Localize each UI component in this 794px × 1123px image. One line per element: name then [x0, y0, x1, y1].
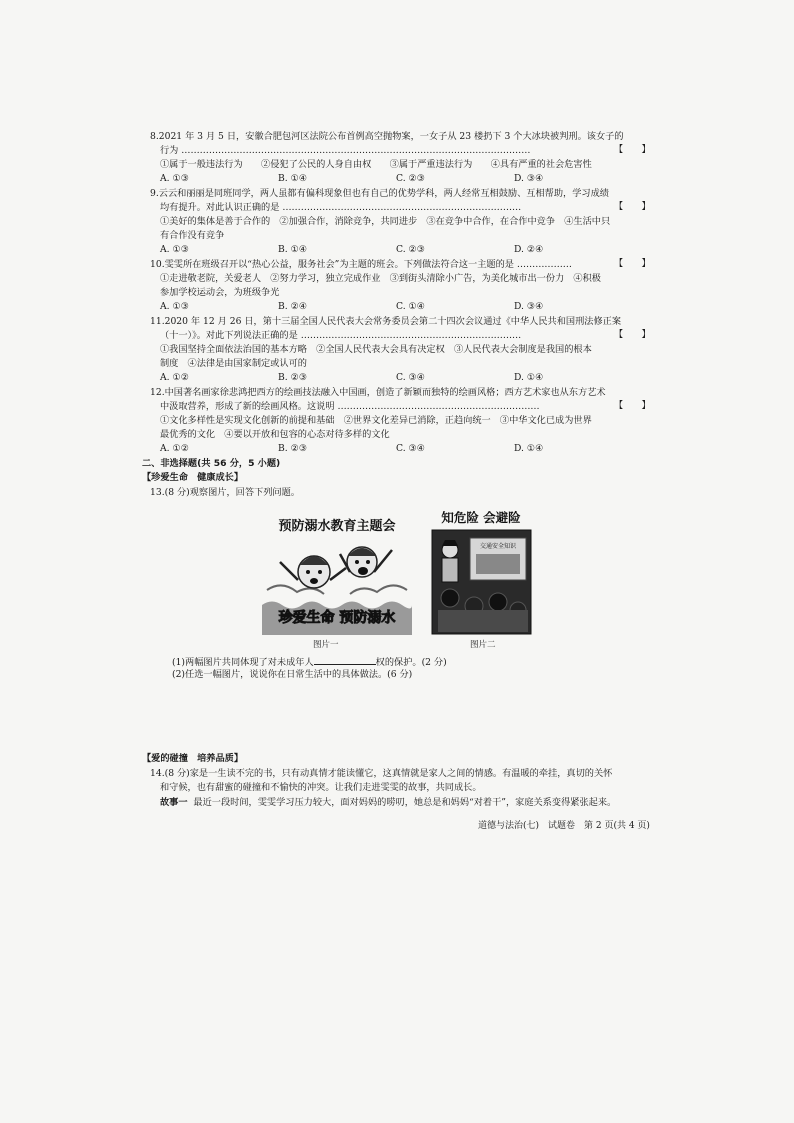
q11-answer-bracket: 【 】 [614, 329, 651, 340]
q9-option-a: A. ①③ [160, 244, 189, 255]
student-3 [489, 593, 507, 611]
story1 [160, 797, 616, 809]
figure1-title: 预防溺水教育主题会 [278, 519, 396, 534]
q8-option-b: B. ①④ [278, 173, 308, 184]
figure2-caption: 图片二 [470, 640, 496, 650]
q12-option-d: D. ①④ [514, 443, 544, 454]
student-1 [441, 589, 459, 607]
q12-options-line1: ①文化多样性是实现文化创新的前提和基础 ②世界文化差异已消除，正趋向统一 ③中华文化已成为世界 [160, 415, 592, 426]
q13-sub1 [172, 655, 447, 669]
section2-title: 二、非选择题(共 56 分，5 小题) [142, 458, 281, 469]
q11-option-b: B. ②③ [278, 372, 308, 383]
q11-stem-line1: 11.2020 年 12 月 26 日，第十三届全国人民代表大会常务委员会第二十四次会议通过《中华人民共和国刑法修正案 [150, 316, 622, 327]
q10-option-a: A. ①③ [160, 301, 189, 312]
q8-options: ①属于一般违法行为 ②侵犯了公民的人身自由权 ③属于严重违法行为 ④具有严重的社会危害性 [160, 159, 592, 170]
figure1-drowning-prevention [262, 510, 412, 635]
page-footer: 道德与法治(七) 试题卷 第 2 页(共 4 页) [478, 821, 650, 831]
figure1-slogan: 珍爱生命 预防溺水 [278, 610, 396, 626]
q10-option-d: D. ③④ [514, 301, 544, 312]
q11-option-a: A. ①② [160, 372, 189, 383]
q8-answer-bracket: 【 】 [614, 144, 651, 155]
q12-options-line2: 最优秀的文化 ④要以开放和包容的心态对待多样的文化 [160, 429, 390, 440]
q12-stem-line2: 中汲取营养，形成了新的绘画风格。这说明 ………………………………………………………… [160, 401, 540, 412]
q12-option-c: C. ③④ [396, 443, 426, 454]
q8-stem-line1: 8.2021 年 3 月 5 日，安徽合肥包河区法院公布首例高空抛物案，一女子从 23 楼扔下 3 个大冰块被判刑。该女子的 [150, 131, 624, 142]
q9-answer-bracket: 【 】 [614, 201, 651, 212]
q9-option-d: D. ②④ [514, 244, 544, 255]
q9-stem-line1: 9.云云和丽丽是同班同学，两人虽都有偏科现象但也有自己的优势学科，两人经常互相鼓励、互相帮助，学习成绩 [150, 188, 609, 199]
q13-sub2: (2)任选一幅图片，说说你在日常生活中的具体做法。(6 分) [172, 669, 413, 680]
q11-options-line1: ①我国坚持全面依法治国的基本方略 ②全国人民代表大会具有决定权 ③人民代表大会制度是我国的根本 [160, 344, 592, 355]
q10-answer-bracket: 【 】 [614, 258, 651, 269]
q9-options-line2: 有合作没有竞争 [160, 230, 225, 241]
q12-stem-line1: 12.中国著名画家徐悲鸿把西方的绘画技法融入中国画，创造了新颖而独特的绘画风格；西方艺术家也从东方艺术 [150, 387, 606, 398]
q13-intro: 13.(8 分)观察图片，回答下列问题。 [150, 487, 300, 498]
q8-stem-line2: 行为 …………………………………………………………………………………………………… [160, 145, 531, 156]
q9-option-c: C. ②③ [396, 244, 426, 255]
q8-option-c: C. ②③ [396, 173, 426, 184]
q10-option-c: C. ①④ [396, 301, 426, 312]
q8-option-d: D. ③④ [514, 173, 544, 184]
story1-label: 故事一 [160, 797, 188, 808]
q14-line2: 和守候，也有甜蜜的碰撞和不愉快的冲突。让我们走进雯雯的故事，共同成长。 [160, 782, 482, 793]
q11-option-d: D. ①④ [514, 372, 544, 383]
q13-sub1-part2: 权的保护。(2 分) [375, 657, 447, 668]
q11-stem-line2: （十一）》。对此下列说法正确的是 ……………………………………………………………… [160, 330, 522, 341]
figure2-title: 知危险 会避险 [441, 510, 521, 525]
topic-cherish-life: 【珍爱生命 健康成长】 [142, 472, 244, 483]
topic-love-collision: 【爱的碰撞 培养品质】 [142, 753, 244, 764]
figure2-board-text: 交通安全知识 [479, 543, 517, 550]
q10-options-line2: 参加学校运动会，为班级争光 [160, 287, 280, 298]
q8-option-a: A. ①③ [160, 173, 189, 184]
figure2-know-danger [430, 506, 533, 636]
q9-options-line1: ①美好的集体是善于合作的 ②加强合作，消除竞争，共同进步 ③在竞争中合作，在合作中竞争 ④生活中只 [160, 216, 611, 227]
q9-option-b: B. ①④ [278, 244, 308, 255]
q14-line1: 14.(8 分)家是一生读不完的书，只有动真情才能读懂它，这真情就是家人之间的情感。有温暖的牵挂，真切的关怀 [150, 768, 613, 779]
q12-option-b: B. ②③ [278, 443, 308, 454]
figure1-caption: 图片一 [313, 640, 339, 650]
q9-stem-line2: 均有提升。对此认识正确的是 …………………………………………………………………… [160, 202, 522, 213]
q10-options-line1: ①走进敬老院，关爱老人 ②努力学习，独立完成作业 ③到街头清除小广告，为美化城市出一份力 ④积极 [160, 273, 601, 284]
q11-option-c: C. ③④ [396, 372, 426, 383]
q10-option-b: B. ②④ [278, 301, 308, 312]
q12-answer-bracket: 【 】 [614, 400, 651, 411]
q11-options-line2: 制度 ④法律是由国家制定或认可的 [160, 358, 307, 369]
q13-sub1-part1: (1)两幅图片共同体现了对未成年人 [172, 657, 314, 668]
q12-option-a: A. ①② [160, 443, 189, 454]
q13-answer-blank[interactable] [314, 655, 376, 665]
q10-stem-line1: 10.雯雯所在班级召开以“热心公益，服务社会”为主题的班会。下列做法符合这一主题的是 ……………… [150, 259, 572, 270]
story1-text: 最近一段时间，雯雯学习压力较大，面对妈妈的唠叨，她总是和妈妈“对着干”，家庭关系变得紧张起来。 [193, 797, 617, 808]
